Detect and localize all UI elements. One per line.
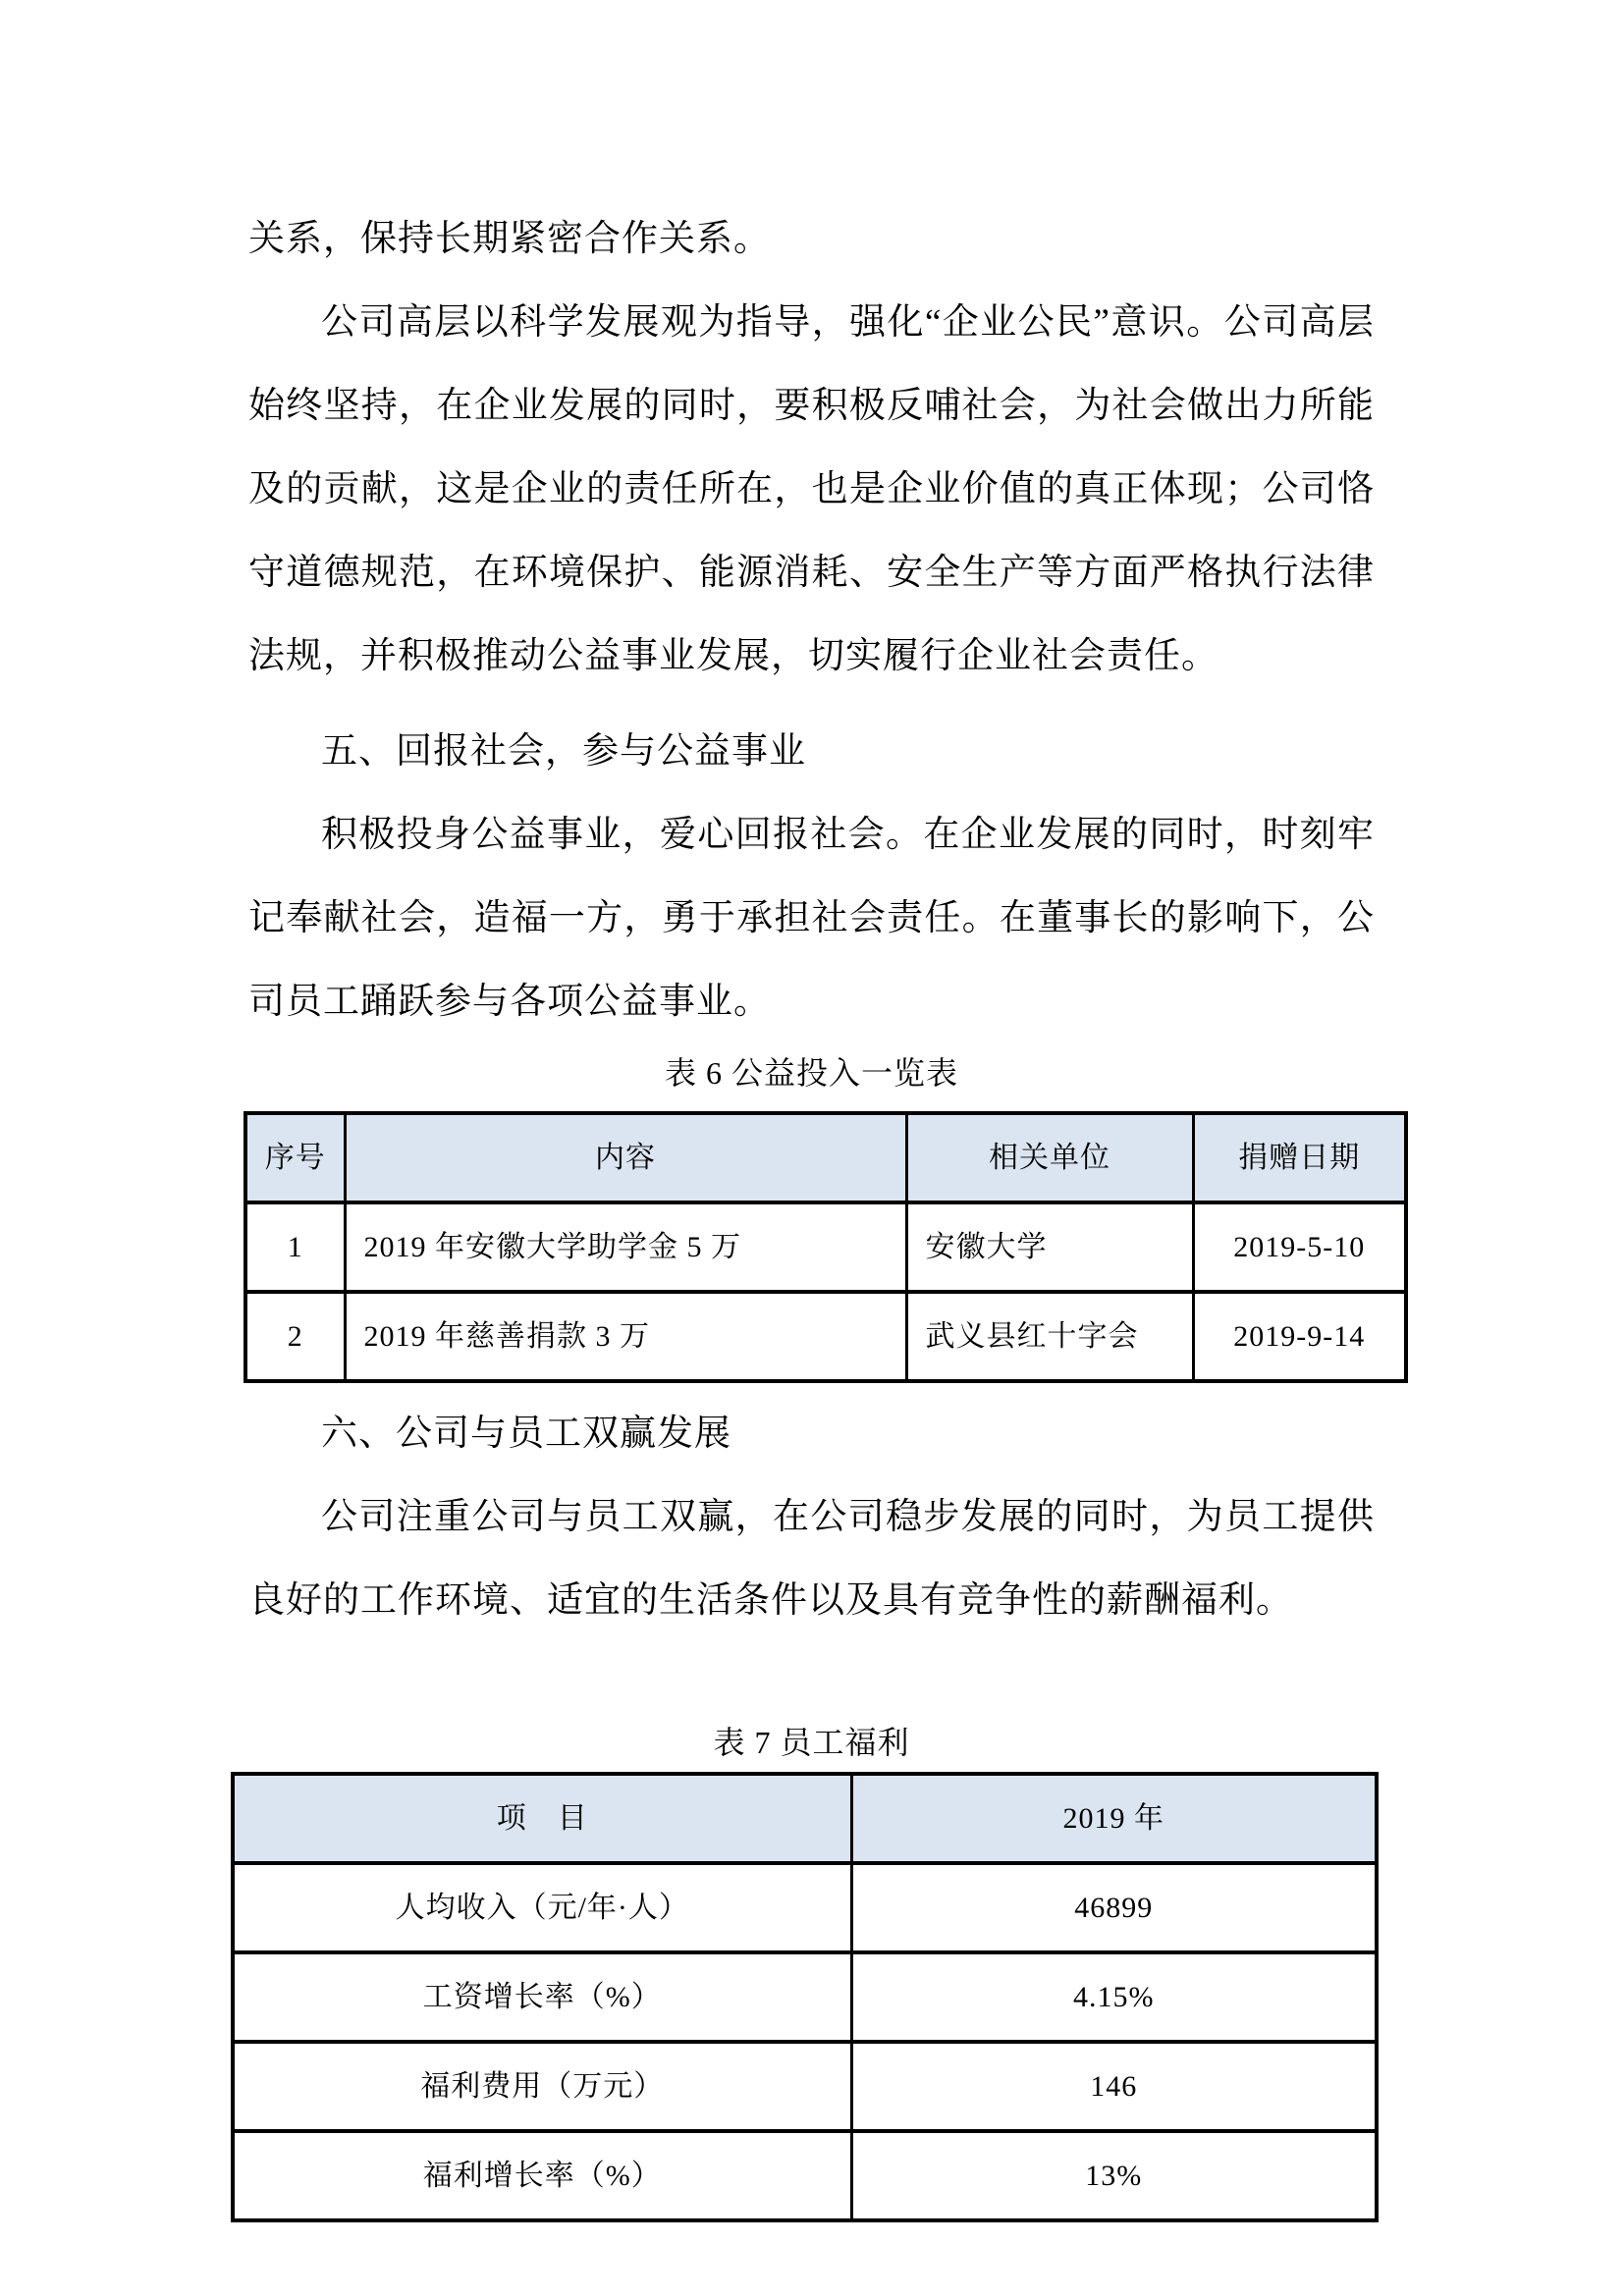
table6-cell: 2019 年安徽大学助学金 5 万 xyxy=(345,1202,906,1292)
table7-header-cell: 2019 年 xyxy=(851,1774,1377,1863)
table7-cell: 工资增长率（%） xyxy=(233,1952,851,2042)
table7-cell: 46899 xyxy=(851,1863,1377,1952)
table-public-welfare xyxy=(244,1111,1408,1383)
table7-caption: 表 7 员工福利 xyxy=(713,1725,910,1760)
table6-cell: 2 xyxy=(245,1292,345,1381)
table7-row xyxy=(233,1952,1377,2042)
table7-cell: 福利增长率（%） xyxy=(233,2131,851,2220)
table6-cell: 2019-5-10 xyxy=(1193,1202,1406,1292)
paragraph-public-welfare: 积极投身公益事业，爱心回报社会。在企业发展的同时，时刻牢记奉献社会，造福一方，勇于承担社会责任。在董事长的影响下，公司员工踊跃参与各项公益事业。 xyxy=(248,815,1375,1022)
table7-row xyxy=(233,2131,1377,2220)
table6-header-cell: 捐赠日期 xyxy=(1193,1113,1406,1202)
table6-header-cell: 内容 xyxy=(345,1113,906,1202)
table6-cell: 2019-9-14 xyxy=(1193,1292,1406,1381)
paragraph-employee-winwin: 公司注重公司与员工双赢，在公司稳步发展的同时，为员工提供良好的工作环境、适宜的生活条件以及具有竞争性的薪酬福利。 xyxy=(248,1497,1375,1621)
table6-header-cell: 相关单位 xyxy=(906,1113,1193,1202)
table6-row xyxy=(245,1292,1406,1381)
paragraph-csr-philosophy: 公司高层以科学发展观为指导，强化“企业公民”意识。公司高层始终坚持，在企业发展的同时，要积极反哺社会，为社会做出力所能及的贡献，这是企业的责任所在，也是企业价值的真正体现；公司恪守道德规范，在环境保护、能源消耗、安全生产等方面严格执行法律法规，并积极推动公益事业发展，切实履行企业社会责任。 xyxy=(248,302,1375,676)
table6-cell: 2019 年慈善捐款 3 万 xyxy=(345,1292,906,1381)
table7-cell: 146 xyxy=(851,2042,1377,2131)
table7-row xyxy=(233,2042,1377,2131)
table7-header-cell: 项 目 xyxy=(233,1774,851,1863)
table7-header-row xyxy=(233,1774,1377,1863)
table7-cell: 人均收入（元/年·人） xyxy=(233,1863,851,1952)
table-employee-benefits xyxy=(231,1772,1379,2222)
table6-cell: 武义县红十字会 xyxy=(906,1292,1193,1381)
table6-header-cell: 序号 xyxy=(245,1113,345,1202)
table6-cell: 1 xyxy=(245,1202,345,1292)
page-content xyxy=(248,0,1375,2222)
table6-cell: 安徽大学 xyxy=(906,1202,1193,1292)
table6-row xyxy=(245,1202,1406,1292)
section-heading-5: 五、回报社会，参与公益事业 xyxy=(321,731,806,772)
table6-header-row xyxy=(245,1113,1406,1202)
section-heading-6: 六、公司与员工双赢发展 xyxy=(321,1414,731,1454)
table7-cell: 13% xyxy=(851,2131,1377,2220)
paragraph-continuation: 关系，保持长期紧密合作关系。 xyxy=(248,219,771,259)
table7-cell: 4.15% xyxy=(851,1952,1377,2042)
table7-row xyxy=(233,1863,1377,1952)
table7-cell: 福利费用（万元） xyxy=(233,2042,851,2131)
table6-caption: 表 6 公益投入一览表 xyxy=(664,1055,958,1091)
